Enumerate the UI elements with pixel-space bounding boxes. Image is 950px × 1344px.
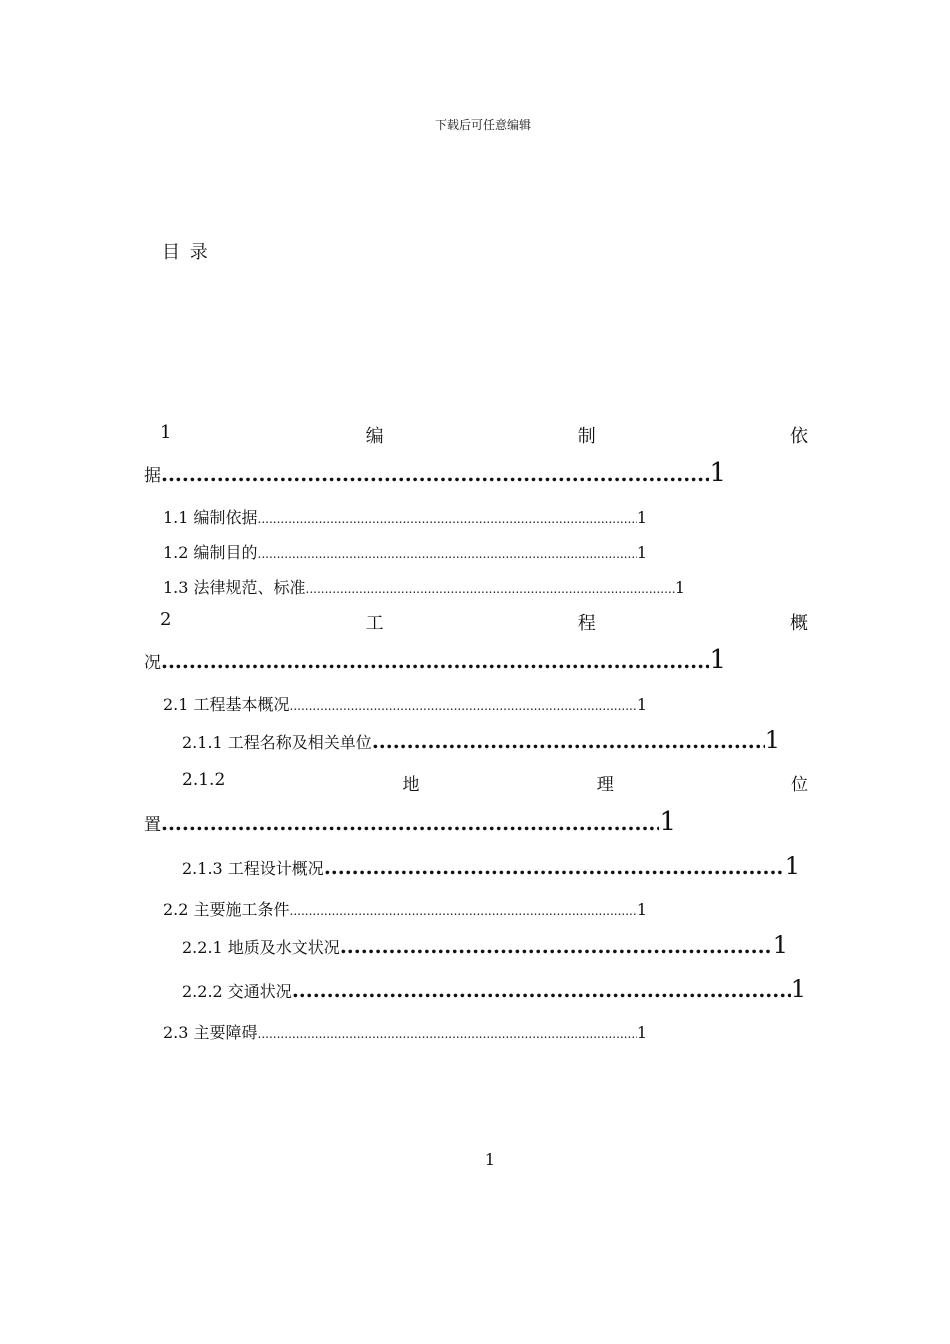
leader-dots (292, 978, 791, 1002)
toc-entry-1-line2[interactable]: 据 ..... 1 (144, 458, 726, 488)
leader-dots (161, 649, 709, 673)
leader-dots (290, 699, 637, 713)
toc-entry-2-1-2-line1[interactable]: 2.1.2 地 理 位 (182, 770, 808, 795)
toc-entry-2-1[interactable]: 2.1 工程基本概况 ..... 1 (163, 692, 647, 715)
leader-dots (258, 512, 637, 526)
page-number: 1 (484, 1150, 496, 1169)
leader-dots (258, 1027, 637, 1041)
leader-dots (290, 904, 637, 918)
toc-entry-1-line1[interactable]: 1 编 制 依 (160, 422, 808, 447)
toc-entry-2-2-2[interactable]: 2.2.2 交通状况 ..... 1 (182, 975, 806, 1003)
toc-entry-2-2-1[interactable]: 2.2.1 地质及水文状况 ..... 1 (182, 931, 788, 959)
toc-entry-2-line2[interactable]: 况 ..... 1 (144, 645, 726, 675)
toc-entry-2-3[interactable]: 2.3 主要障碍 ..... 1 (163, 1020, 647, 1043)
leader-dots (258, 547, 637, 561)
page-header: 下载后可任意编辑 (434, 118, 531, 132)
toc-entry-2-1-1[interactable]: 2.1.1 工程名称及相关单位 ..... 1 (182, 726, 780, 754)
leader-dots (324, 855, 785, 879)
leader-dots (340, 934, 773, 958)
toc-title: 目 录 (162, 242, 210, 263)
toc-entry-2-1-2-line2[interactable]: 置 ..... 1 (144, 807, 676, 837)
leader-dots (161, 811, 659, 835)
toc-entry-2-2[interactable]: 2.2 主要施工条件 ..... 1 (163, 897, 647, 920)
toc-entry-1-2[interactable]: 1.2 编制目的 ..... 1 (163, 540, 647, 563)
toc-entry-1-3[interactable]: 1.3 法律规范、标准 ..... 1 (163, 575, 685, 598)
toc-entry-1-1[interactable]: 1.1 编制依据 ..... 1 (163, 505, 647, 528)
toc-entry-2-1-3[interactable]: 2.1.3 工程设计概况 ..... 1 (182, 852, 800, 880)
leader-dots (306, 582, 675, 596)
leader-dots (161, 462, 709, 486)
toc-entry-2-line1[interactable]: 2 工 程 概 (160, 609, 808, 634)
leader-dots (372, 729, 765, 753)
